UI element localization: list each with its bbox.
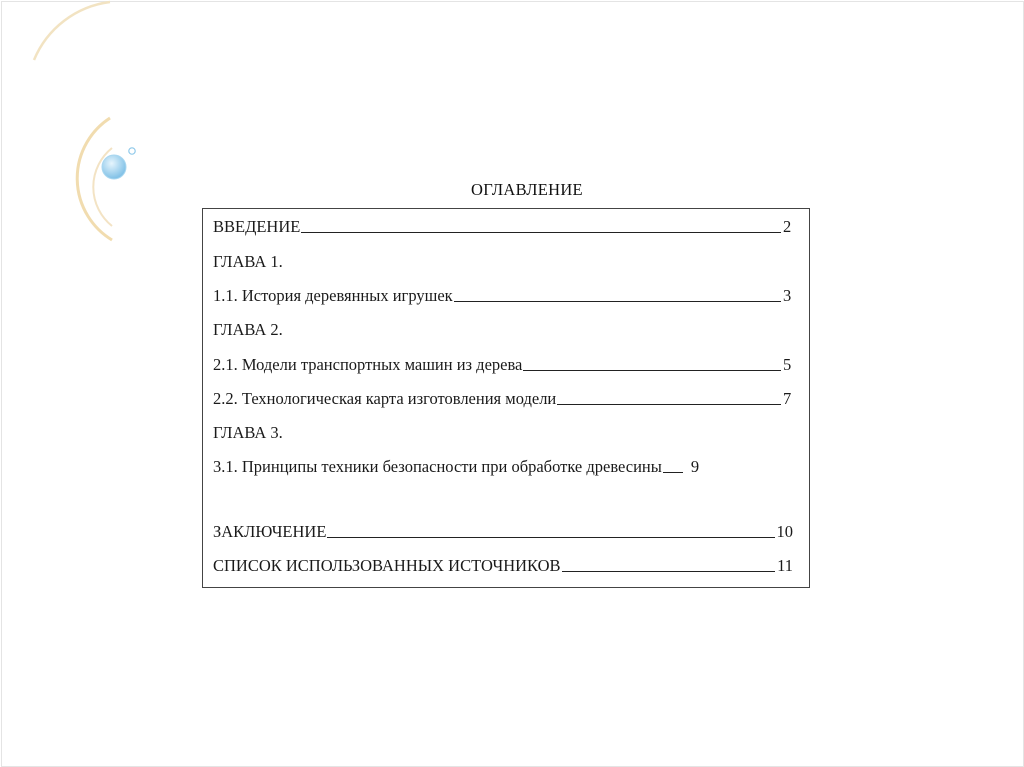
- toc-entry: СПИСОК ИСПОЛЬЗОВАННЫХ ИСТОЧНИКОВ 11: [213, 556, 793, 575]
- toc-title: ОГЛАВЛЕНИЕ: [471, 180, 583, 199]
- toc-chapter-heading: ГЛАВА 2.: [213, 320, 283, 339]
- toc-entry: 3.1. Принципы техники безопасности при обработке древесины 9: [213, 457, 700, 476]
- top-arc: [34, 2, 110, 60]
- toc-chapter-heading: ГЛАВА 1.: [213, 252, 283, 271]
- toc-entry: 2.1. Модели транспортных машин из дерева 5: [213, 355, 792, 374]
- small-bubble-icon: [129, 148, 135, 154]
- bubble-icon: [102, 155, 126, 179]
- toc-table: [202, 208, 810, 588]
- toc-chapter-heading: ГЛАВА 3.: [213, 423, 283, 442]
- toc-entry: 2.2. Технологическая карта изготовления модели 7: [213, 389, 792, 408]
- toc-entry: 1.1. История деревянных игрушек 3: [213, 286, 792, 305]
- toc-entry: ВВЕДЕНИЕ 2: [213, 217, 792, 236]
- toc-entry: ЗАКЛЮЧЕНИЕ 10: [213, 522, 793, 541]
